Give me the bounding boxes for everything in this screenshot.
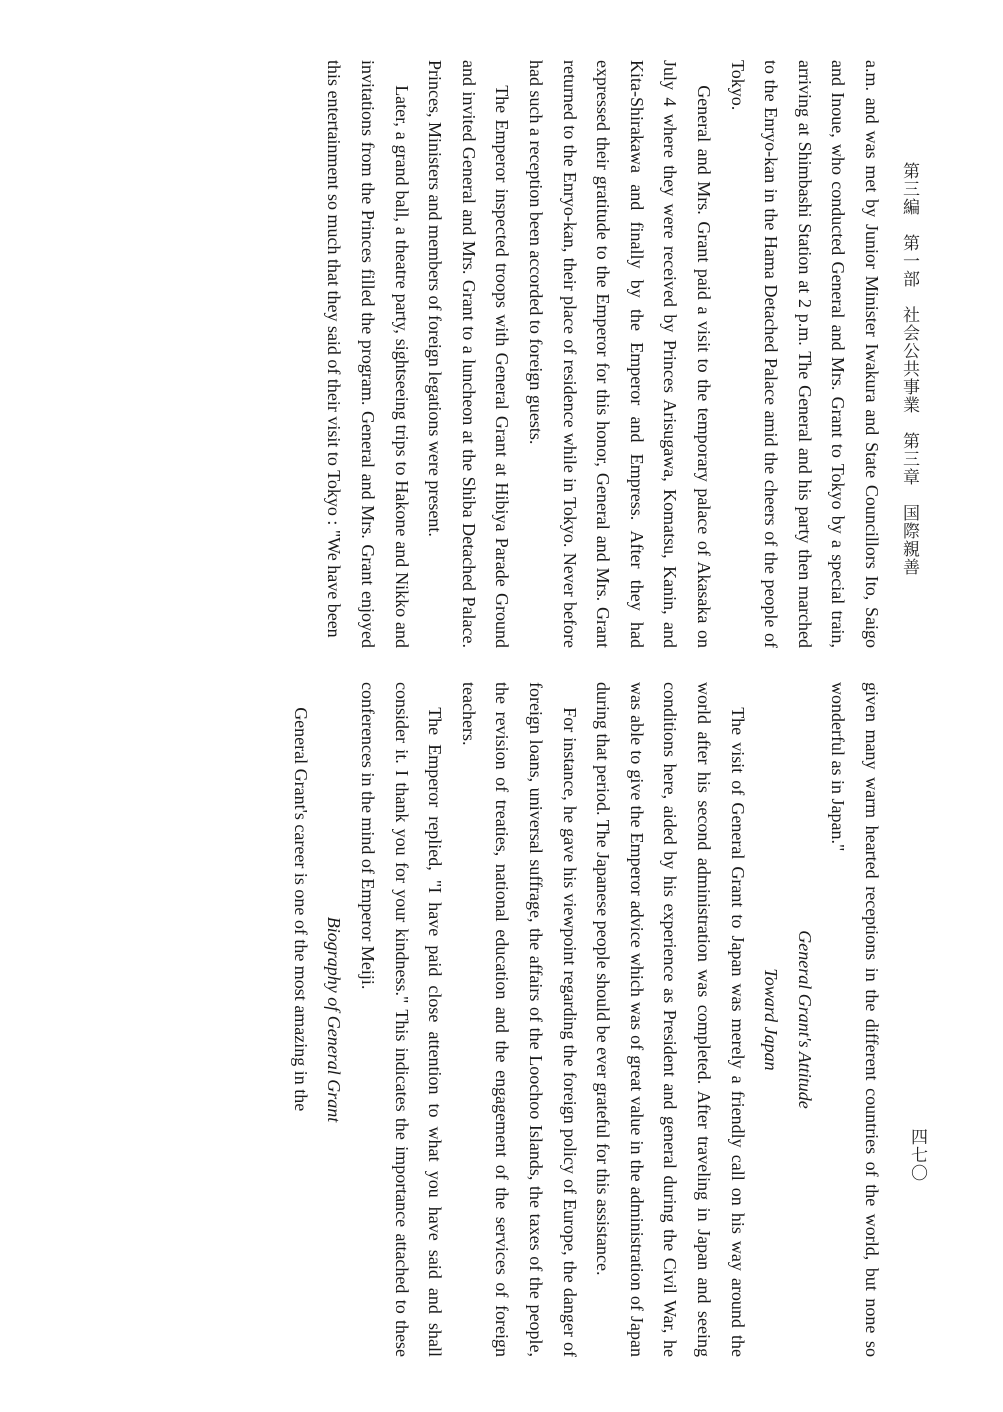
- paragraph: General Grant's career is one of the most amazing in the: [290, 707, 311, 1112]
- text-block-lower: [48, 682, 888, 1357]
- text-block-upper: [48, 60, 888, 648]
- paragraph: given many warm hearted receptions in the different countries of the world, but none so wonderful as in Japan.": [828, 682, 882, 1357]
- paragraph: The visit of General Grant to Japan was merely a friendly call on his way around the world after his second administration was completed. After traveling in Japan and seeing conditions here, aided by his experience as President and general during the Civil War, he was able to give the Emperor advice which was of great value in the administration of Japan during that period. The Japanese people should be ever grateful for this assistance.: [593, 682, 748, 1357]
- paragraph: For instance, he gave his viewpoint regarding the foreign policy of Europe, the danger of foreign loans, universal suffrage, the affairs of the Loochoo Islands, the taxes of the people, the revision of treaties, national education and the engagement of the services of foreign teachers.: [458, 682, 580, 1357]
- paragraph: a.m. and was met by Junior Minister Iwakura and State Councillors Ito, Saigo and Inoue, who conducted General and Mrs. Grant to Tokyo by a special train, arriving at Shimbashi Station at 2 p.m. The General and his party then marched to the Enryo-kan in the Hama Detached Palace amid the cheers of the people of Tokyo.: [727, 60, 882, 648]
- paragraph: Later, a grand ball, a theatre party, sightseeing trips to Hakone and Nikko and invitations from the Princes filled the program. General and Mrs. Grant enjoyed this entertainment so much that they said of their visit to Tokyo : "We have been: [324, 60, 412, 648]
- section-heading: General Grant's Attitude: [794, 930, 815, 1109]
- paragraph: The Emperor inspected troops with General Grant at Hibiya Parade Ground and invited General and Mrs. Grant to a luncheon at the Shiba Detached Palace. Princes, Ministers and members of foreign legations were present.: [425, 60, 513, 648]
- page-number: 四七〇: [907, 1128, 927, 1182]
- paragraph: The Emperor replied, "I have paid close attention to what you have said and shall consider it. I thank you for your kindness." This indicates the importance attached to these conferences in the mind of Emperor Meiji.: [358, 682, 446, 1357]
- section-heading: Biography of General Grant: [324, 916, 345, 1123]
- paragraph: General and Mrs. Grant paid a visit to the temporary palace of Akasaka on July 4 where they were received by Princes Arisugawa, Komatsu, Kanin, and Kita-Shirakawa and finally by the Emperor and Empress. After they had expressed their gratitude to the Emperor for this honor, General and Mrs. Grant returned to the Enryo-kan, their place of residence while in Tokyo. Never before had such a reception been accorded to foreign guests.: [526, 60, 715, 648]
- running-head: 第三編 第一部 社会公共事業 第三章 国際親善: [899, 162, 919, 576]
- section-heading: Toward Japan: [761, 968, 782, 1071]
